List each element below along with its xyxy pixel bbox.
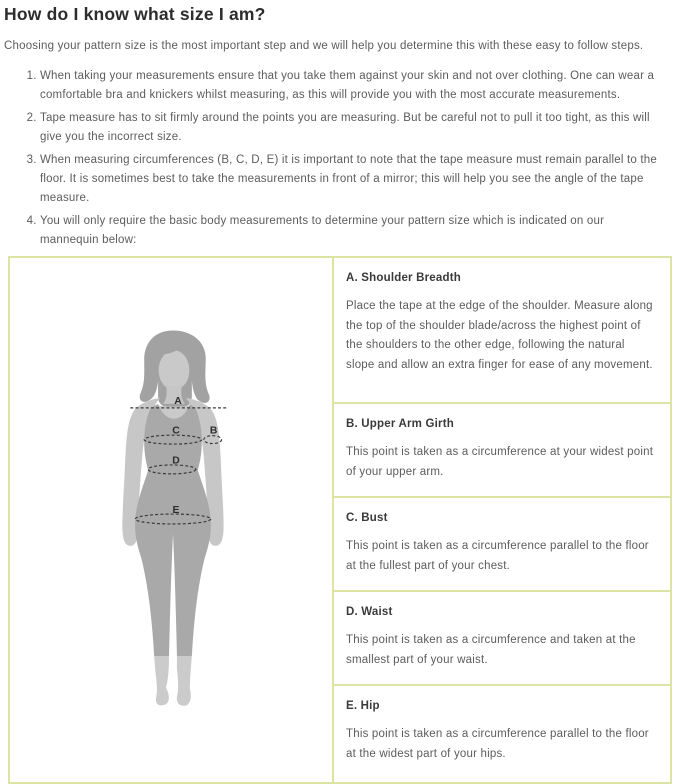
measurement-description: This point is taken as a circumference parallel to the floor at the fullest part of your chest.: [346, 540, 649, 572]
measurement-descriptions: [332, 258, 670, 782]
measurement-row-bust: [334, 496, 670, 590]
measurement-table: [8, 256, 672, 784]
measurement-heading: D. Waist: [346, 606, 393, 618]
label-d: D: [172, 455, 180, 467]
steps-list: [4, 67, 659, 250]
measurement-row-upper-arm: [334, 402, 670, 496]
measurement-heading: A. Shoulder Breadth: [346, 272, 461, 284]
mannequin-face: [159, 350, 190, 390]
step-item-3: 3. When measuring circumferences (B, C, D, E) it is important to note that the tape measure must remain parallel to the floor. It is sometimes best to take the measurements in front of a mirror; this will help you see the angle of the tape measure.: [40, 151, 659, 208]
label-e: E: [172, 505, 180, 517]
measurement-heading: B. Upper Arm Girth: [346, 418, 454, 430]
step-item-2: 2. Tape measure has to sit firmly around the points you are measuring. But be careful not to pull it too tight, as this will give you the incorrect size.: [40, 109, 659, 147]
label-c: C: [172, 425, 180, 437]
measurement-heading: C. Bust: [346, 512, 388, 524]
mannequin-right-foot: [177, 656, 192, 706]
label-b: B: [209, 425, 218, 437]
step-item-1: 1. When taking your measurements ensure that you take them against your skin and not over clothing. One can wear a comfortable bra and knickers whilst measuring, as this will provide you with the most accurate measurements.: [40, 67, 659, 105]
measurement-heading: E. Hip: [346, 700, 380, 712]
label-a: A: [174, 395, 182, 407]
measurement-description: This point is taken as a circumference at your widest point of your upper arm.: [346, 446, 654, 478]
step-item-4: 4. You will only require the basic body measurements to determine your pattern size which is indicated on our mannequin below:: [40, 212, 659, 250]
measurement-row-waist: [334, 590, 670, 684]
measurement-row-hip: [334, 684, 670, 778]
page-title: How do I know what size I am?: [4, 4, 266, 24]
measurement-row-shoulder: [334, 258, 670, 402]
measurement-description: This point is taken as a circumference parallel to the floor at the widest part of your hips.: [346, 728, 649, 760]
intro-text: Choosing your pattern size is the most important step and we will help you determine this with these easy to follow steps.: [4, 40, 644, 52]
mannequin-figure-image: [10, 258, 332, 782]
mannequin-garment: [135, 404, 211, 656]
measurement-description: This point is taken as a circumference and taken at the smallest part of your waist.: [346, 634, 636, 666]
mannequin-left-foot: [154, 656, 169, 705]
measurement-description: Place the tape at the edge of the shoulder. Measure along the top of the shoulder blade/across the highest point of the shoulders to the other edge, following the natural slope and allow an extra finger for ease of any movement.: [346, 300, 653, 371]
mannequin-cell: [10, 258, 332, 782]
